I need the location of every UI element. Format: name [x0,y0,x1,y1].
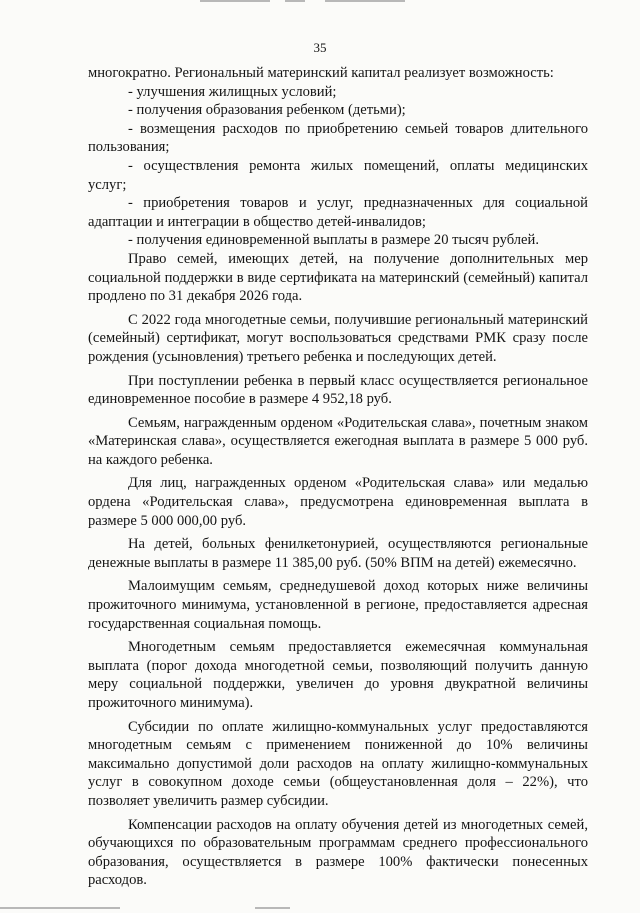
paragraph: Семьям, награжденным орденом «Родительская слава», почетным знаком «Материнская слава», осуществляется ежегодная выплата в размере 5 000 руб. на каждого ребенка. [88,414,588,468]
scan-artifact [285,0,305,2]
paragraph: многократно. Региональный материнский капитал реализует возможность: [88,65,554,81]
list-item: - приобретения товаров и услуг, предназначенных для социальной адаптации и интеграции в общество детей-инвалидов; [88,195,588,230]
list-item: - возмещения расходов по приобретению семьей товаров длительного пользования; [88,120,588,156]
paragraph: Для лиц, награжденных орденом «Родительская слава» или медалью ордена «Родительская слава», предусмотрена единовременная выплата в размере 5 000 000,00 руб. [88,475,588,529]
document-body [88,64,588,890]
list-item: - осуществления ремонта жилых помещений, оплаты медицинских услуг; [88,157,588,193]
paragraph: Субсидии по оплате жилищно-коммунальных услуг предоставляются многодетным семьям с применением пониженной до 10% величины максимально допустимой доли расходов на оплату жилищно-коммунальных услуг в совокупном доходе семьи (общеустановленная доля – 22%), что позволяет увеличить размер субсидии. [88,718,588,809]
paragraph: Право семей, имеющих детей, на получение дополнительных мер социальной поддержки в виде сертификата на материнский (семейный) капитал продлено по 31 декабря 2026 года. [88,250,588,305]
scan-artifact [325,0,405,2]
paragraph: Компенсации расходов на оплату обучения детей из многодетных семей, обучающихся по образовательным программам среднего профессионального образования, осуществляется в размере 100% фактически понесенных расходов. [88,816,588,889]
scan-artifact [255,907,290,909]
paragraph: На детей, больных фенилкетонурией, осуществляются региональные денежные выплаты в размере 11 385,00 руб. (50% ВПМ на детей) ежемесячно. [88,536,588,571]
scan-artifact [0,907,120,909]
paragraph: При поступлении ребенка в первый класс осуществляется региональное единовременное пособие в размере 4 952,18 руб. [88,372,588,408]
page-number: 35 [313,40,327,55]
list-item: - улучшения жилищных условий; [128,83,337,100]
list-item: - получения единовременной выплаты в размере 20 тысяч рублей. [128,232,539,249]
paragraph: Многодетным семьям предоставляется ежемесячная коммунальная выплата (порог дохода многодетной семьи, позволяющий получить данную меру социальной поддержки, увеличен до уровня двукратной величины прожиточного минимума). [88,639,588,711]
scan-artifact [200,0,270,2]
paragraph: Малоимущим семьям, среднедушевой доход которых ниже величины прожиточного минимума, установленной в регионе, предоставляется адресная государственная социальная помощь. [88,578,588,632]
paragraph: С 2022 года многодетные семьи, получившие региональный материнский (семейный) сертификат, могут воспользоваться средствами РМК сразу после рождения (усыновления) третьего ребенка и последующих детей. [88,311,588,365]
list-item: - получения образования ребенком (детьми); [128,102,406,119]
